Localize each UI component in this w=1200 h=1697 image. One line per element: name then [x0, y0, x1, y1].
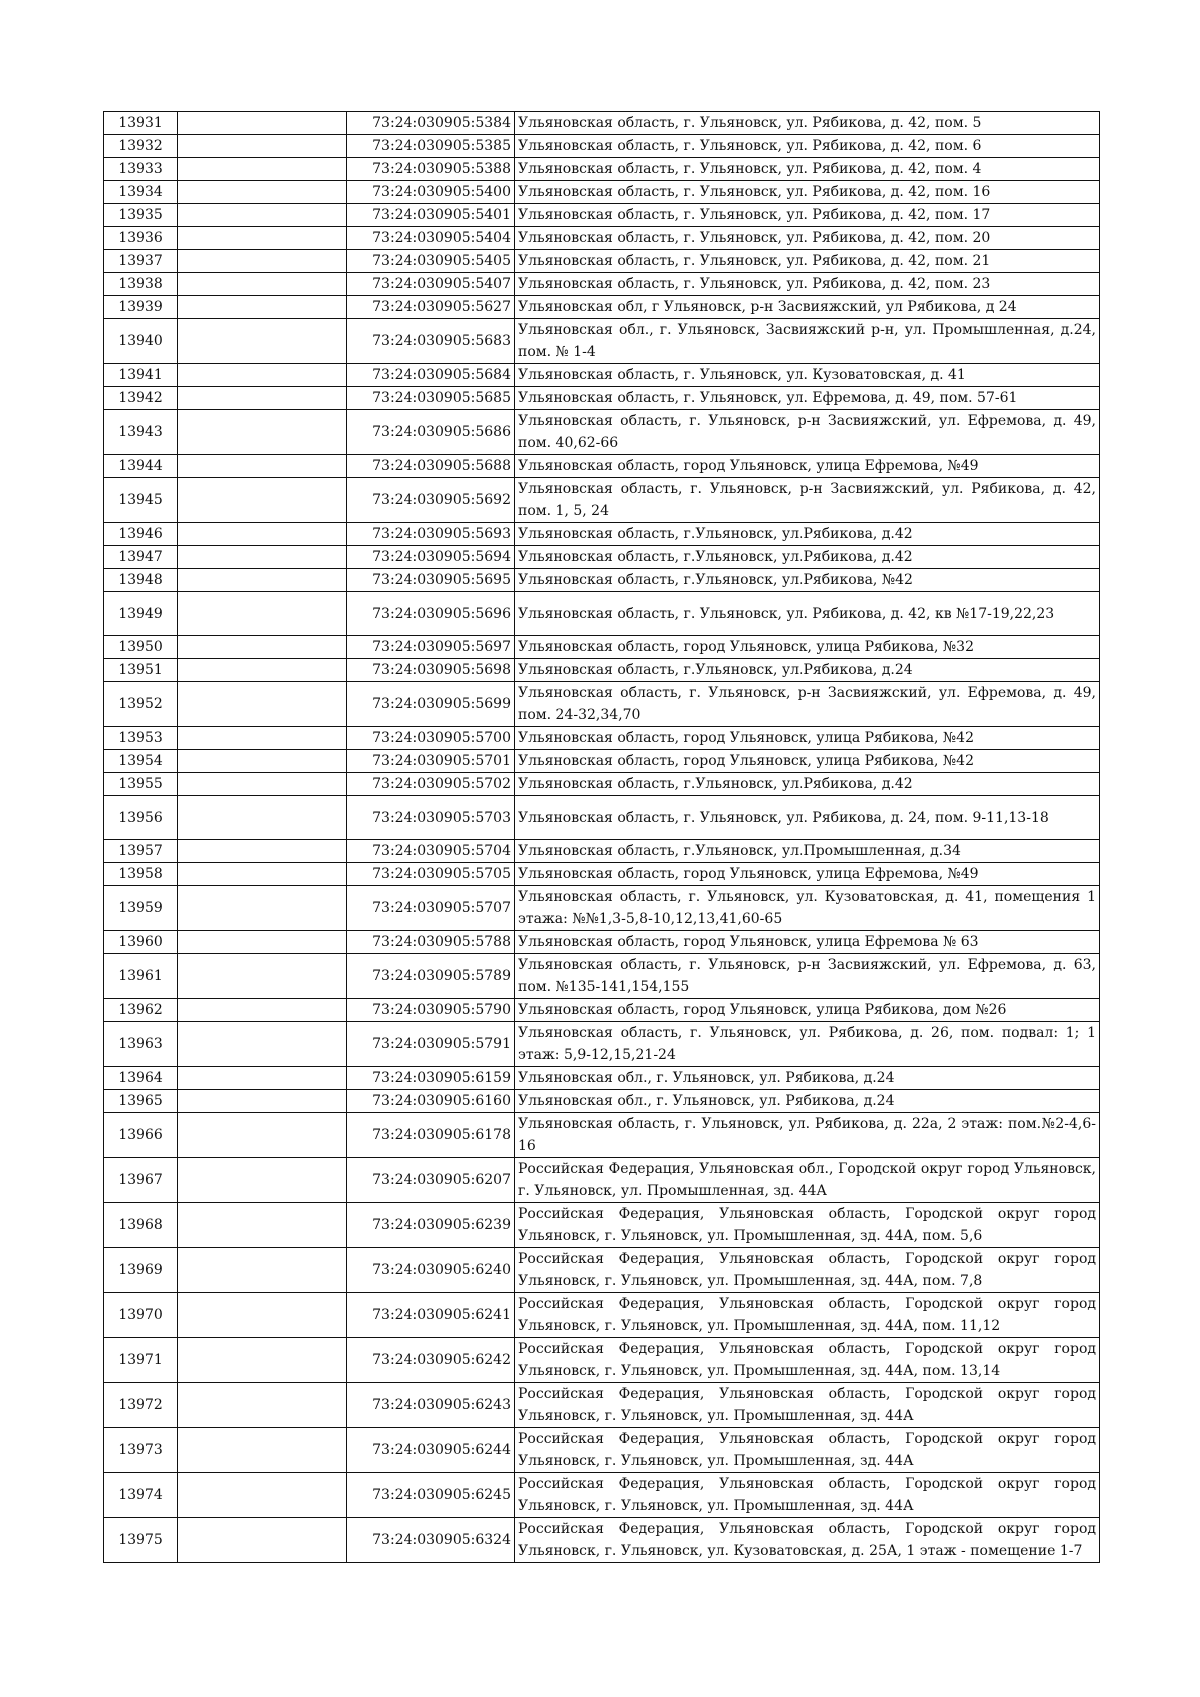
row-number-cell: 13941 — [104, 364, 178, 387]
empty-cell — [178, 999, 347, 1022]
empty-cell — [178, 1203, 347, 1248]
table-row — [104, 1518, 1100, 1563]
address-cell: Российская Федерация, Ульяновская область, Городской округ город Ульяновск, г. Ульяновск, ул. Промышленная, зд. 44А, пом. 7,8 — [515, 1248, 1100, 1293]
cadastral-number-cell: 73:24:030905:6239 — [347, 1203, 515, 1248]
row-number-cell: 13975 — [104, 1518, 178, 1563]
empty-cell — [178, 954, 347, 999]
address-cell: Ульяновская область, г. Ульяновск, ул. Рябикова, д. 42, кв №17-19,22,23 — [515, 592, 1100, 636]
empty-cell — [178, 569, 347, 592]
address-cell: Ульяновская область, город Ульяновск, улица Ефремова № 63 — [515, 931, 1100, 954]
cadastral-number-cell: 73:24:030905:5385 — [347, 135, 515, 158]
row-number-cell: 13974 — [104, 1473, 178, 1518]
table-row — [104, 840, 1100, 863]
cadastral-number-cell: 73:24:030905:5707 — [347, 886, 515, 931]
address-cell: Ульяновская область, г. Ульяновск, ул. Кузоватовская, д. 41 — [515, 364, 1100, 387]
cadastral-number-cell: 73:24:030905:5694 — [347, 546, 515, 569]
address-cell: Ульяновская область, г. Ульяновск, ул. Кузоватовская, д. 41, помещения 1 этажа: №№1,3-5,8-10,12,13,41,60-65 — [515, 886, 1100, 931]
empty-cell — [178, 1067, 347, 1090]
table-row — [104, 135, 1100, 158]
address-cell: Российская Федерация, Ульяновская обл., Городской округ город Ульяновск, г. Ульяновск, ул. Промышленная, зд. 44А — [515, 1158, 1100, 1203]
cadastral-number-cell: 73:24:030905:5701 — [347, 750, 515, 773]
empty-cell — [178, 250, 347, 273]
address-cell: Ульяновская обл., г. Ульяновск, ул. Рябикова, д.24 — [515, 1090, 1100, 1113]
row-number-cell: 13960 — [104, 931, 178, 954]
row-number-cell: 13957 — [104, 840, 178, 863]
cadastral-number-cell: 73:24:030905:5788 — [347, 931, 515, 954]
row-number-cell: 13964 — [104, 1067, 178, 1090]
row-number-cell: 13954 — [104, 750, 178, 773]
table-row — [104, 1090, 1100, 1113]
table-row — [104, 364, 1100, 387]
table-row — [104, 636, 1100, 659]
cadastral-number-cell: 73:24:030905:5693 — [347, 523, 515, 546]
empty-cell — [178, 1428, 347, 1473]
table-row — [104, 569, 1100, 592]
table-row — [104, 478, 1100, 523]
empty-cell — [178, 227, 347, 250]
cadastral-number-cell: 73:24:030905:5699 — [347, 682, 515, 727]
table-row — [104, 750, 1100, 773]
table-row — [104, 1428, 1100, 1473]
table-row — [104, 158, 1100, 181]
cadastral-number-cell: 73:24:030905:6245 — [347, 1473, 515, 1518]
address-cell: Ульяновская область, г.Ульяновск, ул.Рябикова, д.24 — [515, 659, 1100, 682]
empty-cell — [178, 592, 347, 636]
empty-cell — [178, 1090, 347, 1113]
cadastral-number-cell: 73:24:030905:5696 — [347, 592, 515, 636]
row-number-cell: 13932 — [104, 135, 178, 158]
table-row — [104, 250, 1100, 273]
table-row — [104, 592, 1100, 636]
empty-cell — [178, 387, 347, 410]
row-number-cell: 13958 — [104, 863, 178, 886]
empty-cell — [178, 181, 347, 204]
table-row — [104, 796, 1100, 840]
row-number-cell: 13943 — [104, 410, 178, 455]
table-row — [104, 999, 1100, 1022]
address-cell: Ульяновская область, г. Ульяновск, р-н Засвияжский, ул. Ефремова, д. 63, пом. №135-141,154,155 — [515, 954, 1100, 999]
table-row — [104, 181, 1100, 204]
empty-cell — [178, 840, 347, 863]
address-cell: Ульяновская область, г. Ульяновск, ул. Рябикова, д. 42, пом. 17 — [515, 204, 1100, 227]
row-number-cell: 13933 — [104, 158, 178, 181]
table-row — [104, 112, 1100, 135]
cadastral-number-cell: 73:24:030905:5789 — [347, 954, 515, 999]
address-cell: Ульяновская область, г. Ульяновск, р-н Засвияжский, ул. Ефремова, д. 49, пом. 24-32,34,70 — [515, 682, 1100, 727]
empty-cell — [178, 273, 347, 296]
row-number-cell: 13972 — [104, 1383, 178, 1428]
row-number-cell: 13946 — [104, 523, 178, 546]
empty-cell — [178, 796, 347, 840]
cadastral-number-cell: 73:24:030905:5692 — [347, 478, 515, 523]
empty-cell — [178, 1338, 347, 1383]
empty-cell — [178, 364, 347, 387]
row-number-cell: 13945 — [104, 478, 178, 523]
address-cell: Ульяновская область, г. Ульяновск, ул. Рябикова, д. 42, пом. 5 — [515, 112, 1100, 135]
empty-cell — [178, 931, 347, 954]
row-number-cell: 13959 — [104, 886, 178, 931]
table-row — [104, 954, 1100, 999]
empty-cell — [178, 1518, 347, 1563]
cadastral-number-cell: 73:24:030905:6178 — [347, 1113, 515, 1158]
cadastral-number-cell: 73:24:030905:5790 — [347, 999, 515, 1022]
row-number-cell: 13968 — [104, 1203, 178, 1248]
cadastral-number-cell: 73:24:030905:5697 — [347, 636, 515, 659]
row-number-cell: 13939 — [104, 296, 178, 319]
empty-cell — [178, 773, 347, 796]
address-cell: Ульяновская область, г. Ульяновск, ул. Рябикова, д. 42, пом. 21 — [515, 250, 1100, 273]
cadastral-number-cell: 73:24:030905:5791 — [347, 1022, 515, 1067]
row-number-cell: 13951 — [104, 659, 178, 682]
address-cell: Российская Федерация, Ульяновская область, Городской округ город Ульяновск, г. Ульяновск, ул. Промышленная, зд. 44А — [515, 1383, 1100, 1428]
table-row — [104, 1113, 1100, 1158]
cadastral-number-cell: 73:24:030905:6160 — [347, 1090, 515, 1113]
table-row — [104, 227, 1100, 250]
address-cell: Ульяновская область, г.Ульяновск, ул.Рябикова, №42 — [515, 569, 1100, 592]
row-number-cell: 13952 — [104, 682, 178, 727]
cadastral-number-cell: 73:24:030905:6240 — [347, 1248, 515, 1293]
row-number-cell: 13937 — [104, 250, 178, 273]
address-cell: Российская Федерация, Ульяновская область, Городской округ город Ульяновск, г. Ульяновск, ул. Промышленная, зд. 44А — [515, 1428, 1100, 1473]
address-cell: Ульяновская область, г.Ульяновск, ул.Рябикова, д.42 — [515, 773, 1100, 796]
row-number-cell: 13953 — [104, 727, 178, 750]
cadastral-number-cell: 73:24:030905:5684 — [347, 364, 515, 387]
row-number-cell: 13940 — [104, 319, 178, 364]
cadastral-number-cell: 73:24:030905:6324 — [347, 1518, 515, 1563]
empty-cell — [178, 455, 347, 478]
table-row — [104, 455, 1100, 478]
address-cell: Российская Федерация, Ульяновская область, Городской округ город Ульяновск, г. Ульяновск, ул. Промышленная, зд. 44А — [515, 1473, 1100, 1518]
address-cell: Ульяновская обл., г. Ульяновск, ул. Рябикова, д.24 — [515, 1067, 1100, 1090]
table-row — [104, 1022, 1100, 1067]
cadastral-number-cell: 73:24:030905:5705 — [347, 863, 515, 886]
row-number-cell: 13969 — [104, 1248, 178, 1293]
row-number-cell: 13966 — [104, 1113, 178, 1158]
table-row — [104, 319, 1100, 364]
cadastral-number-cell: 73:24:030905:6242 — [347, 1338, 515, 1383]
address-cell: Ульяновская область, г. Ульяновск, р-н Засвияжский, ул. Рябикова, д. 42, пом. 1, 5, 24 — [515, 478, 1100, 523]
address-cell: Российская Федерация, Ульяновская область, Городской округ город Ульяновск, г. Ульяновск, ул. Промышленная, зд. 44А, пом. 13,14 — [515, 1338, 1100, 1383]
cadastral-number-cell: 73:24:030905:5400 — [347, 181, 515, 204]
property-register-table — [103, 111, 1100, 1563]
cadastral-number-cell: 73:24:030905:5627 — [347, 296, 515, 319]
address-cell: Ульяновская область, г. Ульяновск, ул. Рябикова, д. 42, пом. 20 — [515, 227, 1100, 250]
row-number-cell: 13949 — [104, 592, 178, 636]
empty-cell — [178, 410, 347, 455]
address-cell: Ульяновская область, г. Ульяновск, ул. Рябикова, д. 42, пом. 4 — [515, 158, 1100, 181]
row-number-cell: 13931 — [104, 112, 178, 135]
cadastral-number-cell: 73:24:030905:5404 — [347, 227, 515, 250]
table-row — [104, 1293, 1100, 1338]
cadastral-number-cell: 73:24:030905:5688 — [347, 455, 515, 478]
address-cell: Ульяновская область, г.Ульяновск, ул.Промышленная, д.34 — [515, 840, 1100, 863]
cadastral-number-cell: 73:24:030905:5405 — [347, 250, 515, 273]
table-row — [104, 931, 1100, 954]
address-cell: Ульяновская область, г. Ульяновск, ул. Рябикова, д. 22а, 2 этаж: пом.№2-4,6-16 — [515, 1113, 1100, 1158]
address-cell: Ульяновская область, г. Ульяновск, р-н Засвияжский, ул. Ефремова, д. 49, пом. 40,62-66 — [515, 410, 1100, 455]
cadastral-number-cell: 73:24:030905:6241 — [347, 1293, 515, 1338]
empty-cell — [178, 636, 347, 659]
empty-cell — [178, 727, 347, 750]
cadastral-number-cell: 73:24:030905:5704 — [347, 840, 515, 863]
address-cell: Ульяновская область, г. Ульяновск, ул. Рябикова, д. 24, пом. 9-11,13-18 — [515, 796, 1100, 840]
register-table-body — [104, 112, 1100, 1563]
cadastral-number-cell: 73:24:030905:5407 — [347, 273, 515, 296]
cadastral-number-cell: 73:24:030905:5695 — [347, 569, 515, 592]
table-row — [104, 1248, 1100, 1293]
row-number-cell: 13970 — [104, 1293, 178, 1338]
table-row — [104, 1067, 1100, 1090]
row-number-cell: 13935 — [104, 204, 178, 227]
row-number-cell: 13965 — [104, 1090, 178, 1113]
cadastral-number-cell: 73:24:030905:6207 — [347, 1158, 515, 1203]
table-row — [104, 773, 1100, 796]
row-number-cell: 13963 — [104, 1022, 178, 1067]
table-row — [104, 1383, 1100, 1428]
empty-cell — [178, 1158, 347, 1203]
table-row — [104, 296, 1100, 319]
empty-cell — [178, 682, 347, 727]
cadastral-number-cell: 73:24:030905:5686 — [347, 410, 515, 455]
cadastral-number-cell: 73:24:030905:5683 — [347, 319, 515, 364]
empty-cell — [178, 1113, 347, 1158]
empty-cell — [178, 1293, 347, 1338]
row-number-cell: 13934 — [104, 181, 178, 204]
empty-cell — [178, 204, 347, 227]
table-row — [104, 863, 1100, 886]
empty-cell — [178, 296, 347, 319]
empty-cell — [178, 1022, 347, 1067]
empty-cell — [178, 112, 347, 135]
empty-cell — [178, 546, 347, 569]
empty-cell — [178, 478, 347, 523]
address-cell: Ульяновская обл, г Ульяновск, р-н Засвияжский, ул Рябикова, д 24 — [515, 296, 1100, 319]
cadastral-number-cell: 73:24:030905:5384 — [347, 112, 515, 135]
row-number-cell: 13936 — [104, 227, 178, 250]
empty-cell — [178, 135, 347, 158]
cadastral-number-cell: 73:24:030905:5698 — [347, 659, 515, 682]
cadastral-number-cell: 73:24:030905:5700 — [347, 727, 515, 750]
empty-cell — [178, 1473, 347, 1518]
address-cell: Ульяновская обл., г. Ульяновск, Засвияжский р-н, ул. Промышленная, д.24, пом. № 1-4 — [515, 319, 1100, 364]
table-row — [104, 1473, 1100, 1518]
row-number-cell: 13955 — [104, 773, 178, 796]
row-number-cell: 13950 — [104, 636, 178, 659]
address-cell: Ульяновская область, город Ульяновск, улица Рябикова, №42 — [515, 750, 1100, 773]
row-number-cell: 13973 — [104, 1428, 178, 1473]
table-row — [104, 410, 1100, 455]
empty-cell — [178, 886, 347, 931]
table-row — [104, 727, 1100, 750]
cadastral-number-cell: 73:24:030905:5702 — [347, 773, 515, 796]
address-cell: Ульяновская область, город Ульяновск, улица Рябикова, дом №26 — [515, 999, 1100, 1022]
empty-cell — [178, 863, 347, 886]
address-cell: Ульяновская область, г. Ульяновск, ул. Рябикова, д. 42, пом. 23 — [515, 273, 1100, 296]
row-number-cell: 13956 — [104, 796, 178, 840]
cadastral-number-cell: 73:24:030905:6159 — [347, 1067, 515, 1090]
empty-cell — [178, 158, 347, 181]
empty-cell — [178, 1383, 347, 1428]
address-cell: Ульяновская область, г.Ульяновск, ул.Рябикова, д.42 — [515, 523, 1100, 546]
table-row — [104, 387, 1100, 410]
cadastral-number-cell: 73:24:030905:5401 — [347, 204, 515, 227]
address-cell: Российская Федерация, Ульяновская область, Городской округ город Ульяновск, г. Ульяновск, ул. Промышленная, зд. 44А, пом. 5,6 — [515, 1203, 1100, 1248]
table-row — [104, 204, 1100, 227]
row-number-cell: 13944 — [104, 455, 178, 478]
table-row — [104, 1338, 1100, 1383]
address-cell: Ульяновская область, город Ульяновск, улица Рябикова, №42 — [515, 727, 1100, 750]
table-row — [104, 273, 1100, 296]
table-row — [104, 1158, 1100, 1203]
address-cell: Ульяновская область, г. Ульяновск, ул. Рябикова, д. 42, пом. 6 — [515, 135, 1100, 158]
cadastral-number-cell: 73:24:030905:6243 — [347, 1383, 515, 1428]
table-row — [104, 1203, 1100, 1248]
table-row — [104, 682, 1100, 727]
address-cell: Российская Федерация, Ульяновская область, Городской округ город Ульяновск, г. Ульяновск, ул. Кузоватовская, д. 25А, 1 этаж - помещение 1-7 — [515, 1518, 1100, 1563]
empty-cell — [178, 659, 347, 682]
address-cell: Ульяновская область, г. Ульяновск, ул. Рябикова, д. 26, пом. подвал: 1; 1 этаж: 5,9-12,15,21-24 — [515, 1022, 1100, 1067]
table-row — [104, 523, 1100, 546]
address-cell: Ульяновская область, город Ульяновск, улица Ефремова, №49 — [515, 863, 1100, 886]
row-number-cell: 13967 — [104, 1158, 178, 1203]
table-row — [104, 886, 1100, 931]
empty-cell — [178, 523, 347, 546]
row-number-cell: 13948 — [104, 569, 178, 592]
address-cell: Ульяновская область, г.Ульяновск, ул.Рябикова, д.42 — [515, 546, 1100, 569]
address-cell: Ульяновская область, г. Ульяновск, ул. Ефремова, д. 49, пом. 57-61 — [515, 387, 1100, 410]
cadastral-number-cell: 73:24:030905:5685 — [347, 387, 515, 410]
cadastral-number-cell: 73:24:030905:6244 — [347, 1428, 515, 1473]
cadastral-number-cell: 73:24:030905:5388 — [347, 158, 515, 181]
address-cell: Ульяновская область, город Ульяновск, улица Ефремова, №49 — [515, 455, 1100, 478]
table-row — [104, 659, 1100, 682]
row-number-cell: 13938 — [104, 273, 178, 296]
empty-cell — [178, 319, 347, 364]
table-row — [104, 546, 1100, 569]
row-number-cell: 13947 — [104, 546, 178, 569]
row-number-cell: 13971 — [104, 1338, 178, 1383]
address-cell: Ульяновская область, г. Ульяновск, ул. Рябикова, д. 42, пом. 16 — [515, 181, 1100, 204]
empty-cell — [178, 750, 347, 773]
row-number-cell: 13961 — [104, 954, 178, 999]
address-cell: Ульяновская область, город Ульяновск, улица Рябикова, №32 — [515, 636, 1100, 659]
empty-cell — [178, 1248, 347, 1293]
row-number-cell: 13942 — [104, 387, 178, 410]
row-number-cell: 13962 — [104, 999, 178, 1022]
cadastral-number-cell: 73:24:030905:5703 — [347, 796, 515, 840]
address-cell: Российская Федерация, Ульяновская область, Городской округ город Ульяновск, г. Ульяновск, ул. Промышленная, зд. 44А, пом. 11,12 — [515, 1293, 1100, 1338]
